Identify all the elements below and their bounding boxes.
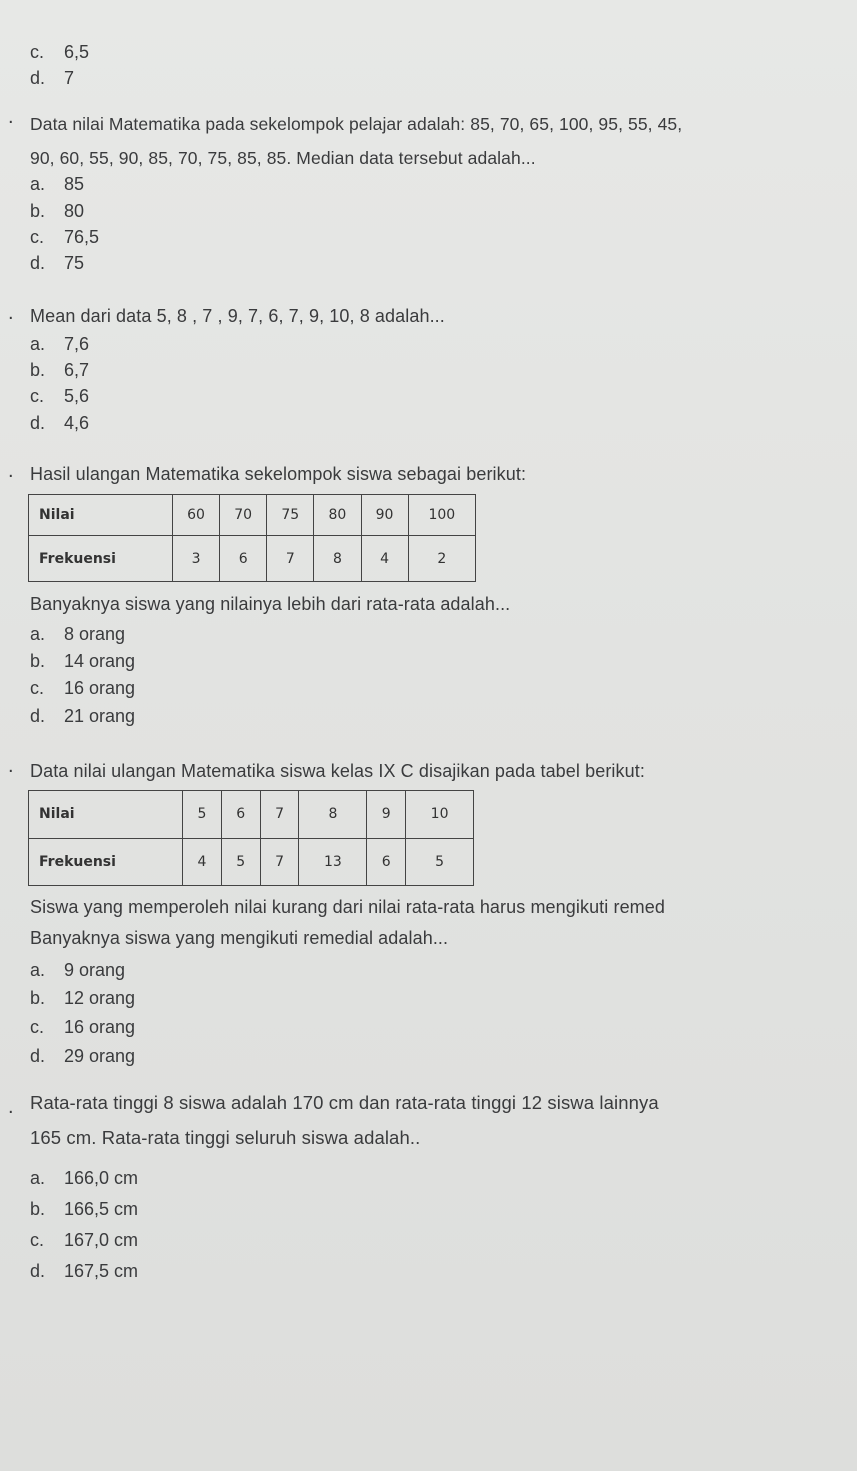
table-row [29, 495, 476, 536]
table-cell: 100 [408, 495, 475, 536]
q3-frequency-table [28, 494, 476, 582]
table-cell: 9 [367, 791, 406, 839]
table-cell: 3 [173, 536, 220, 582]
bullet: . [8, 106, 14, 128]
table-header-cell: Nilai [29, 791, 183, 839]
table-cell: 75 [267, 495, 314, 536]
q1-option-b: b. 80 [30, 201, 85, 221]
table-cell: 80 [314, 495, 361, 536]
table-cell: 6 [221, 791, 260, 839]
q5-text-line1: Rata-rata tinggi 8 siswa adalah 170 cm dan rata-rata tinggi 12 siswa lainnya [30, 1092, 659, 1113]
table-row [29, 536, 476, 582]
q4-frequency-table [28, 790, 474, 886]
q3-question: Banyaknya siswa yang nilainya lebih dari rata-rata adalah... [30, 594, 511, 614]
table-cell: 8 [299, 791, 367, 839]
q3-text: Hasil ulangan Matematika sekelompok siswa sebagai berikut: [30, 464, 527, 484]
q2-option-b: b. 6,7 [30, 360, 90, 380]
table-cell: 5 [183, 791, 222, 839]
table-cell: 13 [299, 838, 367, 886]
q5-option-d: d. 167,5 cm [30, 1261, 139, 1281]
q1-option-c: c. 76,5 [30, 227, 100, 247]
table-cell: 10 [406, 791, 474, 839]
q4-option-d: d. 29 orang [30, 1046, 136, 1066]
q4-option-c: c. 16 orang [30, 1017, 136, 1037]
table-cell: 90 [361, 495, 408, 536]
q2-option-d: d. 4,6 [30, 413, 90, 433]
q2-text: Mean dari data 5, 8 , 7 , 9, 7, 6, 7, 9, 10, 8 adalah... [30, 306, 445, 326]
q3-option-a: a. 8 orang [30, 624, 126, 644]
q3-option-d: d. 21 orang [30, 706, 136, 726]
bullet: . [8, 1096, 14, 1118]
q2-option-c: c. 5,6 [30, 386, 90, 406]
q1-option-d: d. 75 [30, 253, 85, 273]
table-cell: 7 [260, 791, 299, 839]
table-cell: 2 [408, 536, 475, 582]
q4-text: Data nilai ulangan Matematika siswa kelas IX C disajikan pada tabel berikut: [30, 761, 645, 781]
table-cell: 60 [173, 495, 220, 536]
table-header-cell: Frekuensi [29, 838, 183, 886]
bullet: . [8, 460, 14, 482]
table-cell: 70 [220, 495, 267, 536]
table-cell: 7 [260, 838, 299, 886]
q5-option-c: c. 167,0 cm [30, 1230, 139, 1250]
table-cell: 4 [183, 838, 222, 886]
option-c: c. 6,5 [30, 42, 90, 62]
table-cell: 6 [367, 838, 406, 886]
q3-option-c: c. 16 orang [30, 678, 136, 698]
q1-option-a: a. 85 [30, 174, 85, 194]
table-header-cell: Nilai [29, 495, 173, 536]
q4-question: Banyaknya siswa yang mengikuti remedial adalah... [30, 928, 449, 948]
q4-note: Siswa yang memperoleh nilai kurang dari nilai rata-rata harus mengikuti remed [30, 897, 666, 917]
table-cell: 5 [406, 838, 474, 886]
q5-option-a: a. 166,0 cm [30, 1168, 139, 1188]
q3-option-b: b. 14 orang [30, 651, 136, 671]
q2-option-a: a. 7,6 [30, 334, 90, 354]
bullet: . [8, 755, 14, 777]
q1-text-line2: 90, 60, 55, 90, 85, 70, 75, 85, 85. Median data tersebut adalah... [30, 148, 536, 168]
table-cell: 6 [220, 536, 267, 582]
table-cell: 8 [314, 536, 361, 582]
q4-option-a: a. 9 orang [30, 960, 126, 980]
q1-text-line1: Data nilai Matematika pada sekelompok pelajar adalah: 85, 70, 65, 100, 95, 55, 45, [30, 114, 683, 134]
table-row [29, 791, 474, 839]
q4-option-b: b. 12 orang [30, 988, 136, 1008]
table-cell: 5 [221, 838, 260, 886]
option-d: d. 7 [30, 68, 75, 88]
table-cell: 4 [361, 536, 408, 582]
table-row [29, 838, 474, 886]
table-cell: 7 [267, 536, 314, 582]
q5-option-b: b. 166,5 cm [30, 1199, 139, 1219]
table-header-cell: Frekuensi [29, 536, 173, 582]
q5-text-line2: 165 cm. Rata-rata tinggi seluruh siswa adalah.. [30, 1127, 421, 1148]
bullet: . [8, 302, 14, 324]
